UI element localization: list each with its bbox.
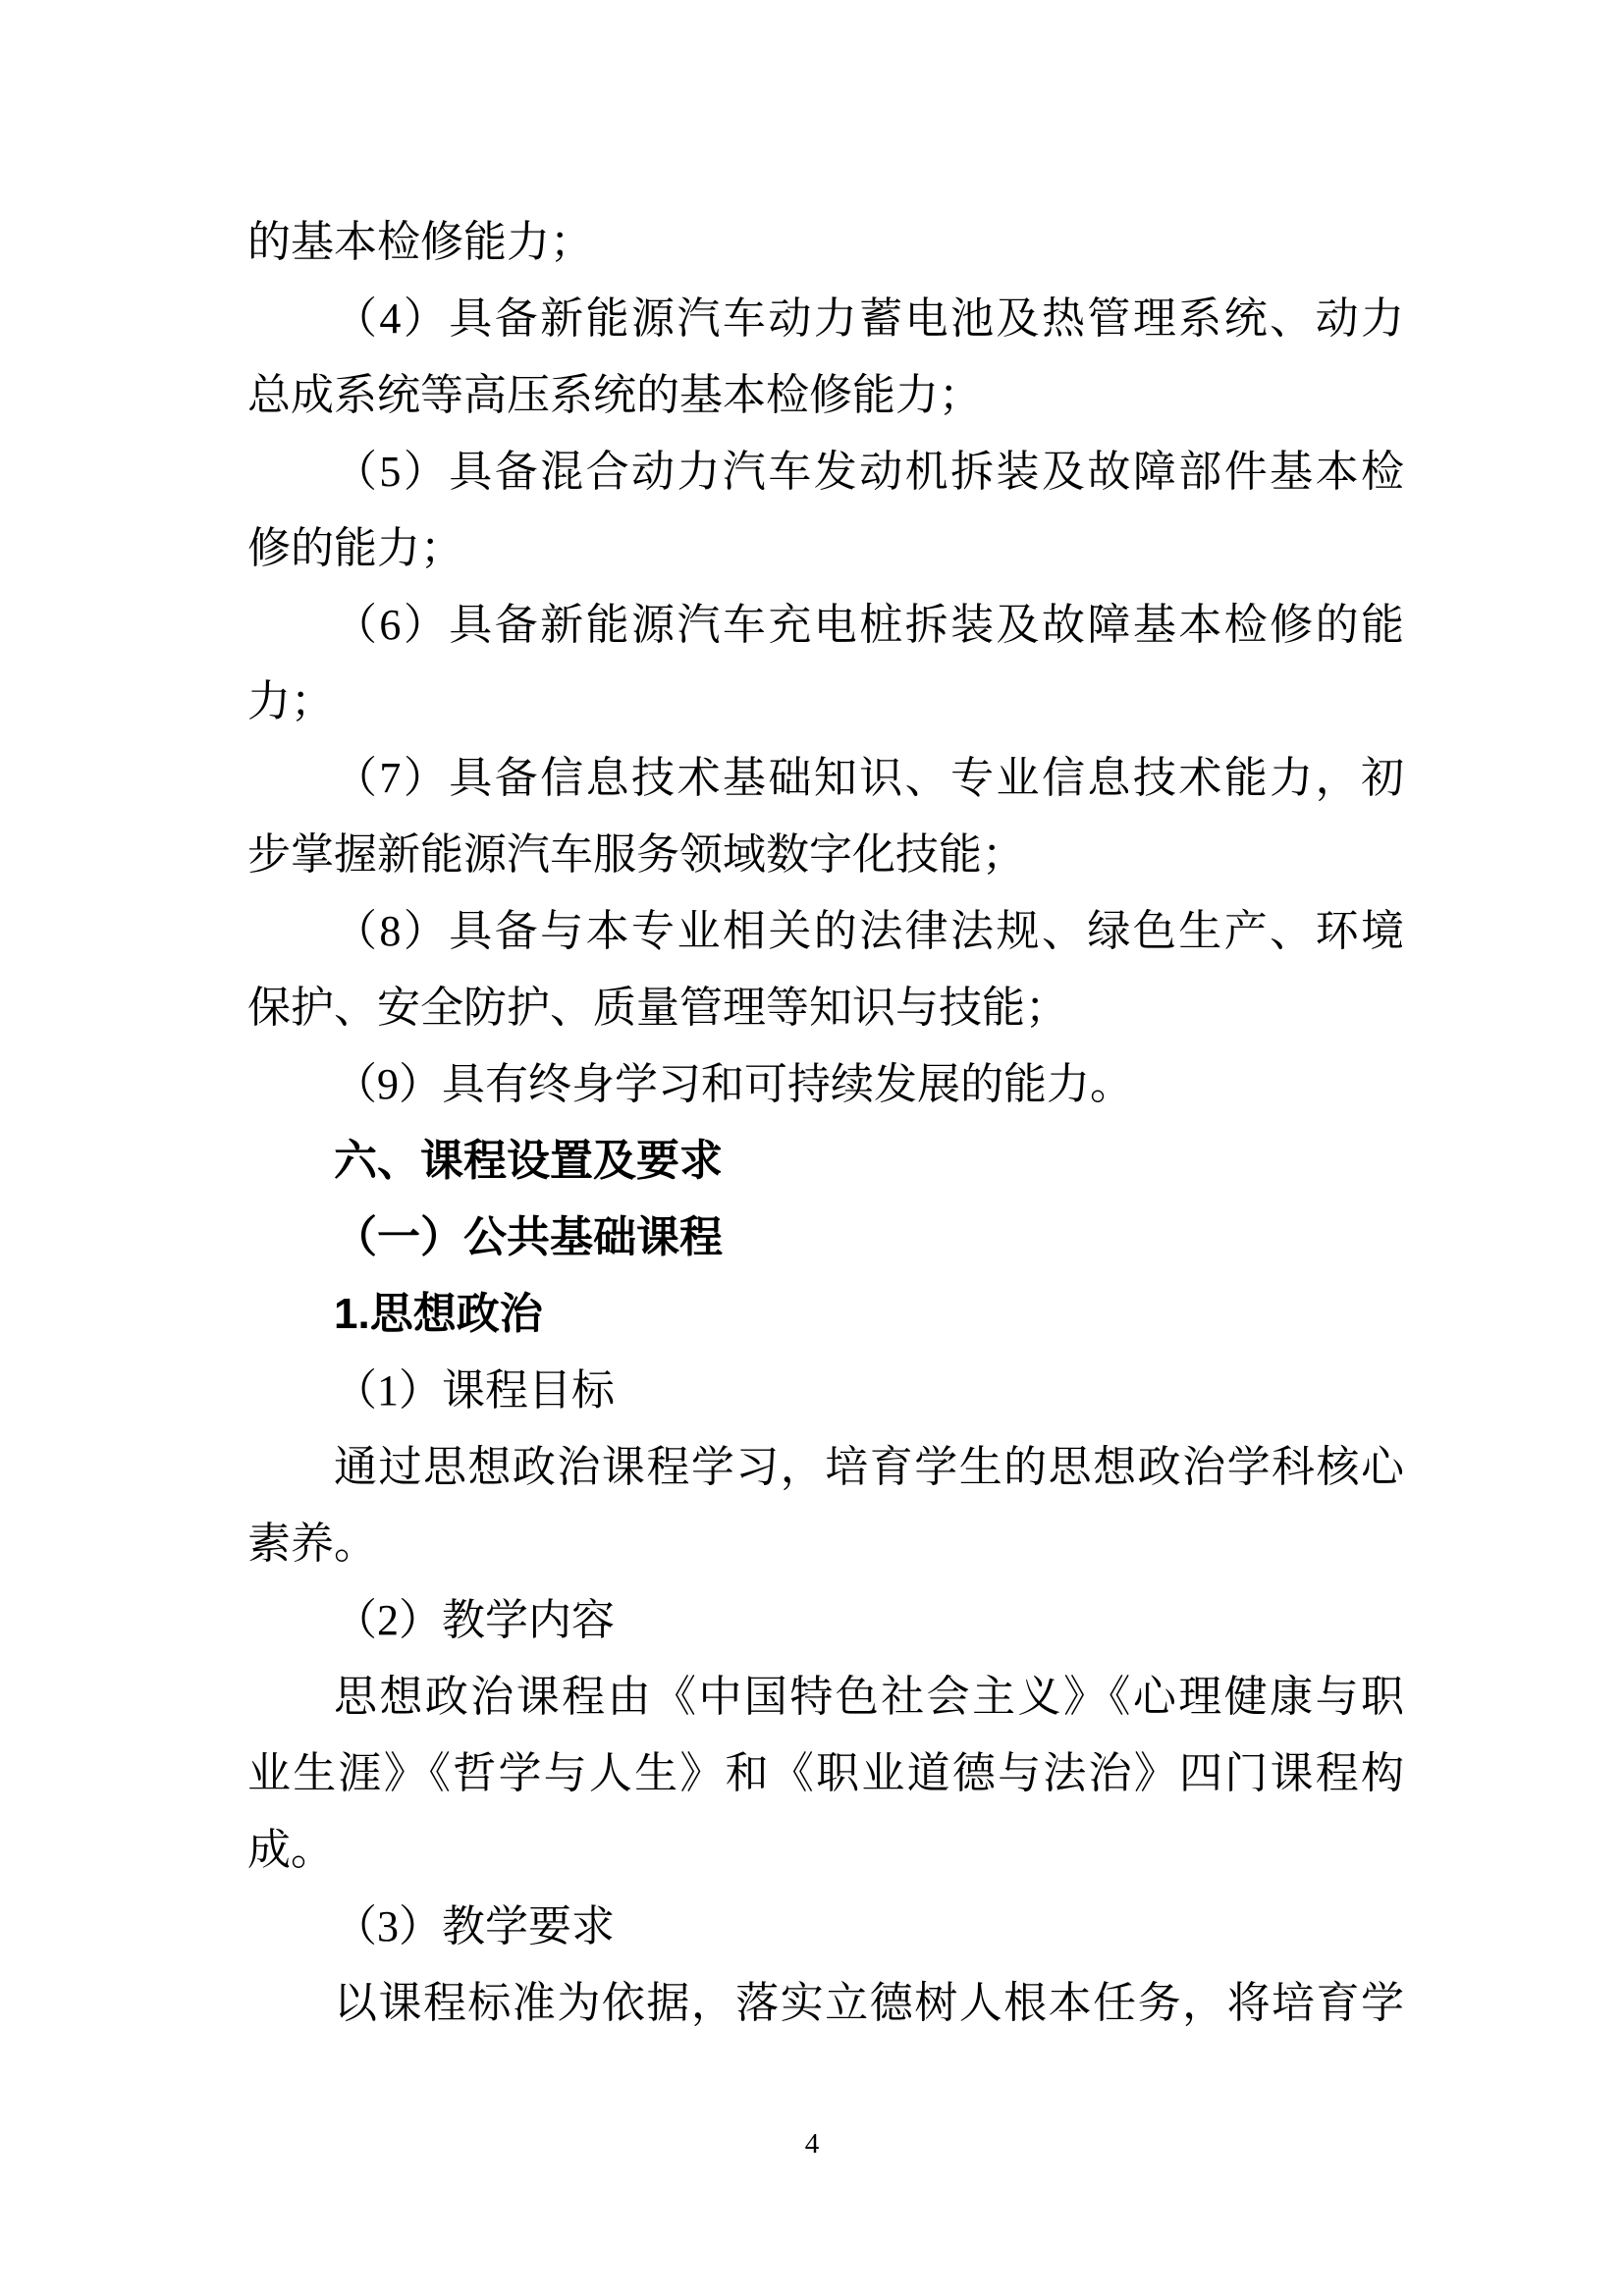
paragraph-line: （9）具有终身学习和可持续发展的能力。 xyxy=(334,1060,1133,1108)
paragraph-line: 的基本检修能力； xyxy=(247,218,593,266)
paragraph-line: 通过思想政治课程学习，培育学生的思想政治学科核心 xyxy=(334,1443,1404,1491)
paragraph-line: （3）教学要求 xyxy=(334,1902,615,1950)
paragraph-line: （8）具备与本专业相关的法律法规、绿色生产、环境 xyxy=(334,907,1404,955)
paragraph-line: 修的能力； xyxy=(247,524,463,572)
paragraph-line: 成。 xyxy=(247,1826,334,1874)
course-heading: 1.思想政治 xyxy=(334,1290,543,1338)
document-body xyxy=(247,204,1404,2042)
section-heading: 六、课程设置及要求 xyxy=(334,1137,723,1185)
paragraph-line: （5）具备混合动力汽车发动机拆装及故障部件基本检 xyxy=(334,448,1404,496)
paragraph-line: （4）具备新能源汽车动力蓄电池及热管理系统、动力 xyxy=(334,294,1404,343)
paragraph-line: 思想政治课程由《中国特色社会主义》《心理健康与职 xyxy=(334,1673,1404,1721)
paragraph-line: （2）教学内容 xyxy=(334,1596,615,1644)
subsection-heading: （一）公共基础课程 xyxy=(334,1213,723,1261)
paragraph-line: 业生涯》《哲学与人生》和《职业道德与法治》四门课程构 xyxy=(247,1749,1404,1797)
paragraph-line: 素养。 xyxy=(247,1520,377,1568)
paragraph-line: 步掌握新能源汽车服务领域数字化技能； xyxy=(247,830,1025,879)
paragraph-line: 以课程标准为依据，落实立德树人根本任务，将培育学 xyxy=(334,1979,1404,2027)
page-number: 4 xyxy=(804,2128,820,2160)
paragraph-line: 总成系统等高压系统的基本检修能力； xyxy=(247,371,982,419)
paragraph-line: （6）具备新能源汽车充电桩拆装及故障基本检修的能 xyxy=(334,601,1404,649)
paragraph-line: 保护、安全防护、质量管理等知识与技能； xyxy=(247,984,1068,1032)
paragraph-line: （7）具备信息技术基础知识、专业信息技术能力，初 xyxy=(334,754,1404,802)
paragraph-line: （1）课程目标 xyxy=(334,1366,615,1415)
paragraph-line: 力； xyxy=(247,677,334,725)
